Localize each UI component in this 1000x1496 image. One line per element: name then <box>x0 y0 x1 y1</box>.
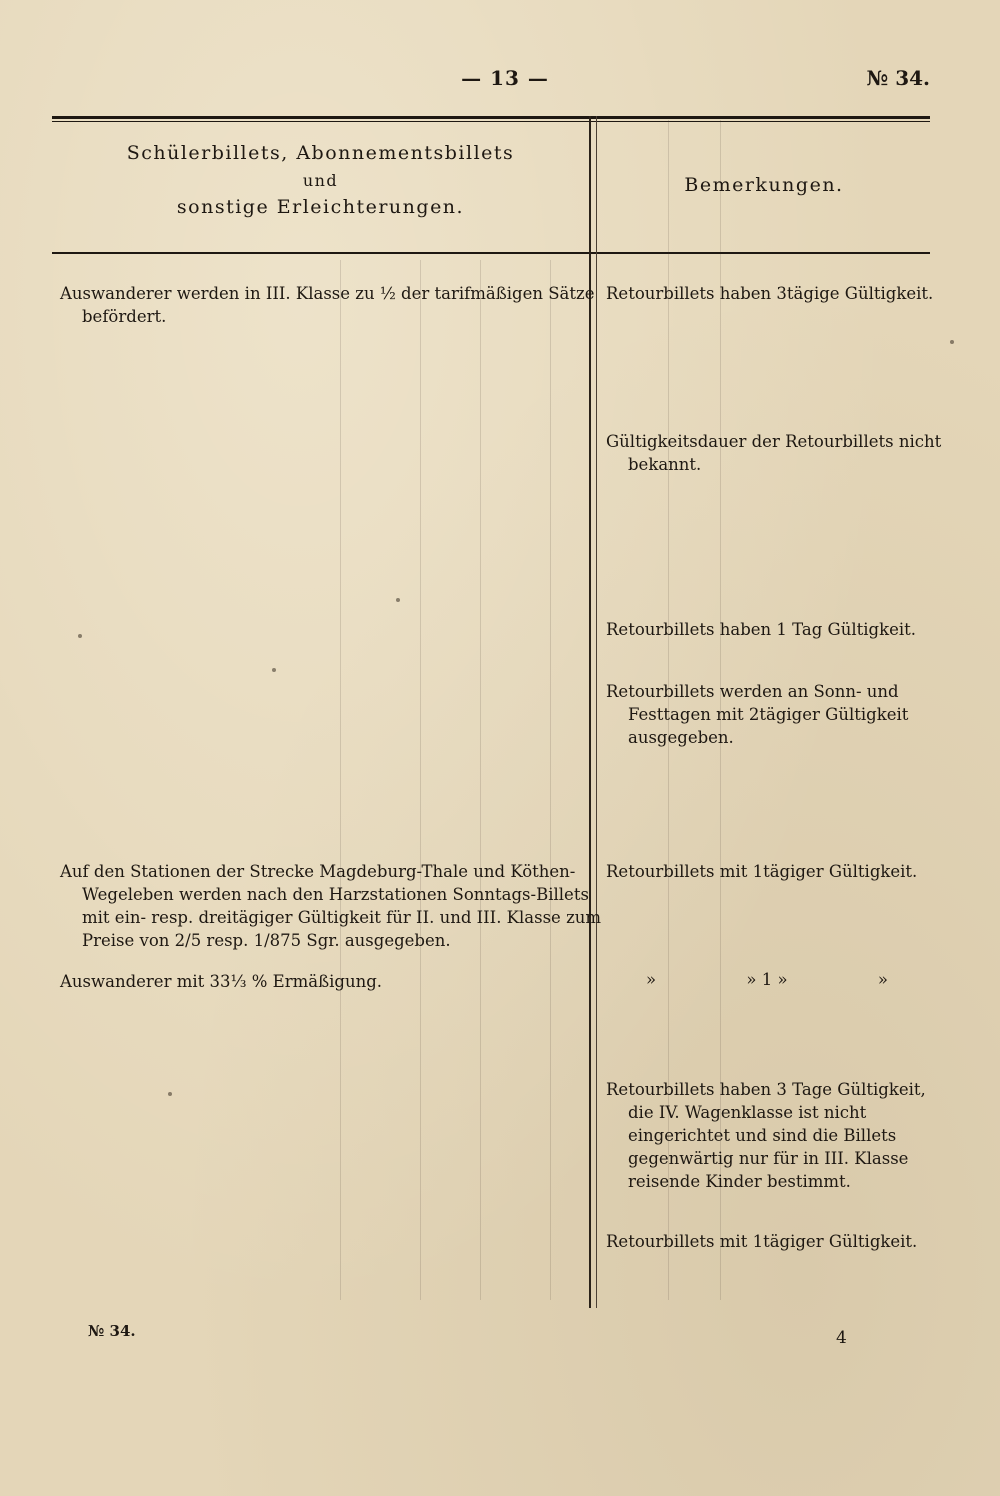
document-number: № 34. <box>866 66 930 90</box>
ditto-row <box>606 970 928 989</box>
footer-document-number: № 34. <box>88 1322 136 1340</box>
right-entry-7: Retourbillets mit 1tägiger Gültigkeit. <box>606 1232 918 1251</box>
left-heading-line-2: und <box>302 171 339 190</box>
paper-speck <box>950 340 954 344</box>
left-column-heading <box>52 140 589 221</box>
left-heading-line-1: Schülerbillets, Abonnementsbillets <box>126 142 515 164</box>
bleed-line <box>550 260 551 1300</box>
left-entry-1: Auswanderer werden in III. Klasse zu ½ der tarifmäßigen Sätze befördert. <box>60 284 595 326</box>
right-entry-1: Retourbillets haben 3tägige Gültigkeit. <box>606 284 934 303</box>
top-rule-thin <box>52 121 930 122</box>
paper-speck <box>272 668 276 672</box>
ditto-mark-3: » <box>877 970 888 989</box>
footer-sheet-number: 4 <box>836 1328 847 1348</box>
right-entry-6: Retourbillets haben 3 Tage Gültigkeit, die IV. Wagenklasse ist nicht eingerichtet und sind die Billets gegenwärtig nur für in III. Klasse reisende Kinder bestimmt. <box>606 1080 926 1191</box>
paper-speck <box>168 1092 172 1096</box>
page-number: — 13 — <box>461 66 549 90</box>
right-entry-4: Retourbillets werden an Sonn- und Festtagen mit 2tägiger Gültigkeit ausgegeben. <box>606 682 909 747</box>
bleed-line <box>340 260 341 1300</box>
left-heading-line-3: sonstige Erleichterungen. <box>176 196 465 218</box>
left-entry-3: Auswanderer mit 33⅓ % Ermäßigung. <box>60 972 382 991</box>
heading-rule <box>52 252 930 254</box>
right-entry-2: Gültigkeitsdauer der Retourbillets nicht bekannt. <box>606 432 942 474</box>
paper-speck <box>78 634 82 638</box>
ditto-mark-2: » 1 » <box>746 970 788 989</box>
right-entry-5: Retourbillets mit 1tägiger Gültigkeit. <box>606 862 918 881</box>
top-rule <box>52 116 930 119</box>
ditto-mark-1: » <box>646 970 657 989</box>
bleed-line <box>480 260 481 1300</box>
right-column-heading: Bemerkungen. <box>684 174 844 196</box>
bleed-line <box>420 260 421 1300</box>
left-entry-2: Auf den Stationen der Strecke Magdeburg-Thale und Köthen-Wegeleben werden nach den Harzstationen Sonntags-Billets mit ein- resp. dreitägiger Gültigkeit für II. und III. Klasse zum Preise von 2/5 resp. 1/875 Sgr. ausgegeben. <box>60 862 602 950</box>
paper-speck <box>396 598 400 602</box>
right-entry-3: Retourbillets haben 1 Tag Gültigkeit. <box>606 620 917 639</box>
